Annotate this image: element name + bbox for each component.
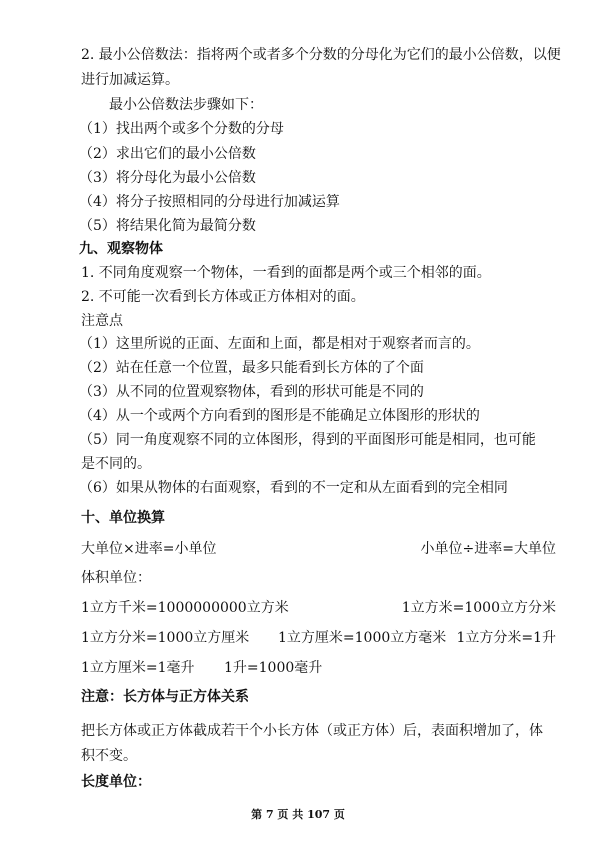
cuboid-note-line-1: 把长方体或正方体截成若干个小长方体（或正方体）后，表面积增加了，体	[81, 723, 543, 739]
section-9-note-5: （5）同一角度观察不同的立体图形，得到的平面图形可能是相同，也可能	[79, 432, 536, 448]
lcm-step-5: （5）将结果化简为最简分数	[79, 218, 256, 234]
cuboid-note-line-2: 积不变。	[81, 748, 137, 764]
rule-small-to-big: 小单位÷进率=大单位	[420, 541, 556, 557]
lcm-step-4: （4）将分子按照相同的分母进行加减运算	[79, 194, 340, 210]
volume-row-2-c: 1立方分米=1升	[456, 630, 556, 646]
section-9-note-5-continued: 是不同的。	[81, 456, 151, 472]
rule-big-to-small: 大单位×进率=小单位	[81, 541, 217, 557]
section-9-note-2: （2）站在任意一个位置，最多只能看到长方体的了个面	[79, 360, 424, 376]
section-9-note-title: 注意点	[81, 313, 123, 329]
lcm-line-2: 进行加减运算。	[81, 72, 179, 88]
lcm-step-1: （1）找出两个或多个分数的分母	[79, 121, 284, 137]
section-9-heading: 九、观察物体	[79, 241, 163, 257]
volume-row-1-right: 1立方米=1000立方分米	[401, 600, 556, 616]
section-10-heading: 十、单位换算	[81, 510, 165, 526]
cuboid-note-heading: 注意：长方体与正方体关系	[81, 689, 249, 705]
volume-row-2-a: 1立方分米=1000立方厘米	[81, 630, 250, 646]
section-9-note-1: （1）这里所说的正面、左面和上面，都是相对于观察者而言的。	[79, 336, 480, 352]
lcm-line-1: 2. 最小公倍数法：指将两个或者多个分数的分母化为它们的最小公倍数，以便	[81, 47, 561, 63]
lcm-step-2: （2）求出它们的最小公倍数	[79, 146, 256, 162]
volume-row-3-a: 1立方厘米=1毫升	[81, 660, 195, 676]
volume-row-3-b: 1升=1000毫升	[224, 660, 323, 676]
volume-units-title: 体积单位：	[81, 570, 151, 586]
volume-row-2-b: 1立方厘米=1000立方毫米	[278, 630, 447, 646]
section-9-point-1: 1. 不同角度观察一个物体，一看到的面都是两个或三个相邻的面。	[81, 265, 491, 281]
length-units-title: 长度单位：	[81, 774, 151, 790]
page-footer: 第 7 页 共 107 页	[251, 808, 345, 821]
section-9-note-3: （3）从不同的位置观察物体，看到的形状可能是不同的	[79, 384, 424, 400]
volume-row-1-left: 1立方千米=1000000000立方米	[81, 600, 289, 616]
section-9-note-4: （4）从一个或两个方向看到的图形是不能确足立体图形的形状的	[79, 408, 480, 424]
section-9-note-6: （6）如果从物体的右面观察，看到的不一定和从左面看到的完全相同	[79, 480, 508, 496]
section-9-point-2: 2. 不可能一次看到长方体或正方体相对的面。	[81, 289, 365, 305]
lcm-step-3: （3）将分母化为最小公倍数	[79, 170, 256, 186]
lcm-steps-title: 最小公倍数法步骤如下：	[109, 97, 263, 113]
